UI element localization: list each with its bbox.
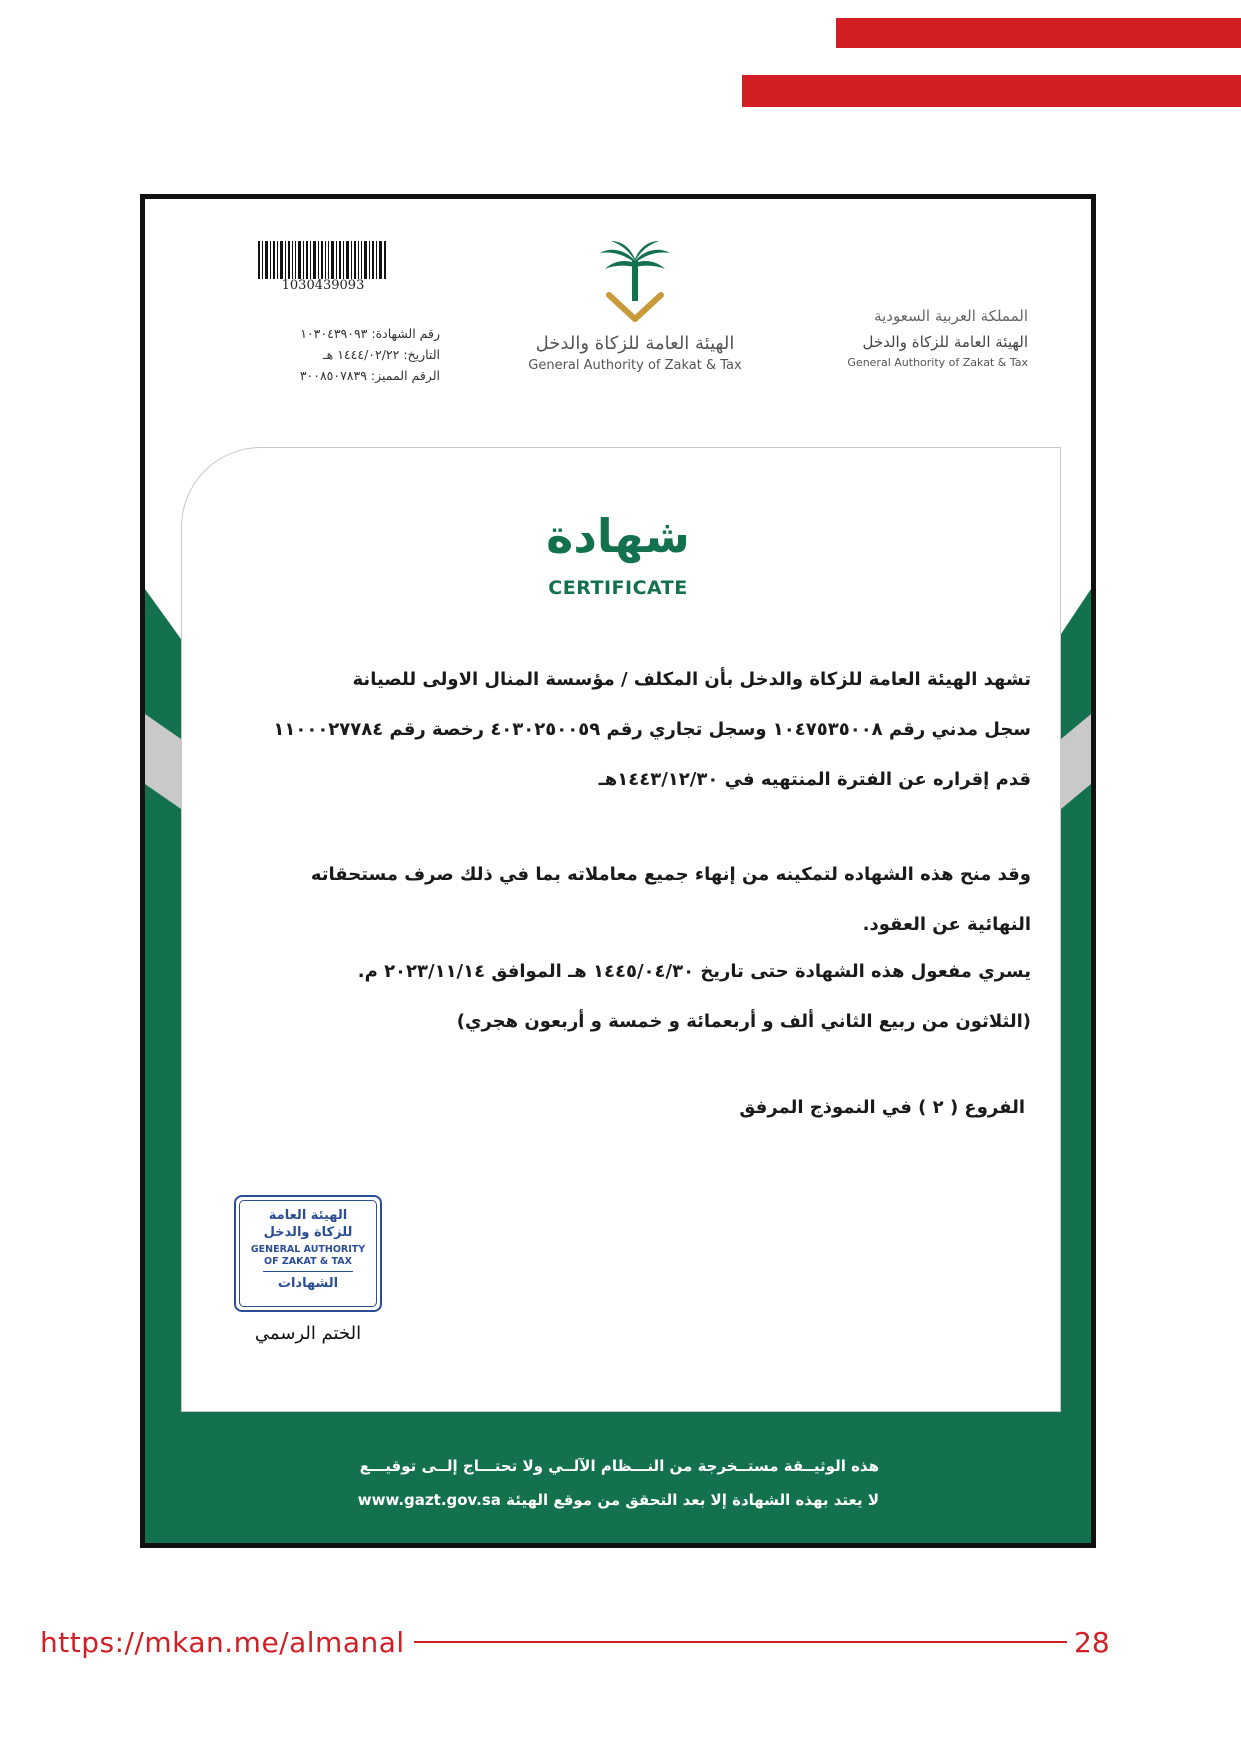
stamp-caption: الختم الرسمي [254,1323,362,1344]
official-stamp [234,1195,382,1312]
footer-divider [414,1641,1067,1643]
stamp-divider [263,1271,353,1272]
stamp-line: للزكاة والدخل [263,1225,353,1240]
logo-name-english: General Authority of Zakat & Tax [528,358,742,373]
stamp-line: GENERAL AUTHORITY [250,1244,366,1255]
authority-name-english: General Authority of Zakat & Tax [847,356,1028,369]
country-name: المملكة العربية السعودية [874,307,1028,325]
footer-note-system: هذه الوثيــقة مستــخرجة من النـــظام الآلــي ولا تحتـــاج إلــى توقيـــع [359,1457,879,1475]
page-number: 28 [1074,1626,1110,1659]
stamp-line: الشهادات [277,1276,339,1291]
body-line: النهائية عن العقود. [862,914,1031,935]
body-line: (الثلاثون من ربيع الثاني ألف و أربعمائة و خمسة و أربعون هجري) [456,1011,1031,1032]
body-line: سجل مدني رقم ١٠٤٧٥٣٥٠٠٨ وسجل تجاري رقم ٤٠٣٠٢٥٠٠٥٩ رخصة رقم ١١٠٠٠٢٧٧٨٤ [273,719,1031,740]
certificate-document [140,194,1096,1548]
distinct-number: الرقم المميز: ٣٠٠٨٥٠٧٨٣٩ [299,368,440,383]
footer-green-band [145,1407,1091,1548]
authority-name-arabic: الهيئة العامة للزكاة والدخل [862,333,1028,351]
body-line: قدم إقراره عن الفترة المنتهيه في ١٤٤٣/١٢/٣٠هـ [598,769,1031,790]
page-footer-link[interactable]: https://mkan.me/almanal [40,1626,405,1659]
stamp-line: OF ZAKAT & TAX [264,1256,352,1267]
decorative-red-bar-top [836,18,1241,48]
title-english: CERTIFICATE [548,577,688,599]
certificate-date: التاريخ: ١٤٤٤/٠٢/٢٢ هـ [322,347,440,362]
certificate-number: رقم الشهادة: ١٠٣٠٤٣٩٠٩٣ [300,326,440,341]
footer-note-verify: لا يعتد بهذه الشهادة إلا بعد التحقق من موقع الهيئة www.gazt.gov.sa [357,1491,879,1509]
body-line: وقد منح هذه الشهاده لتمكينه من إنهاء جميع معاملاته بما في ذلك صرف مستحقاته [310,864,1031,885]
barcode-number: 1030439093 [258,279,388,293]
decorative-red-bar-bottom [742,75,1241,107]
title-arabic: شهادة [546,509,690,563]
body-line: تشهد الهيئة العامة للزكاة والدخل بأن المكلف / مؤسسة المنال الاولى للصيانة [352,669,1031,690]
stamp-line: الهيئة العامة [268,1208,348,1223]
logo-name-arabic: الهيئة العامة للزكاة والدخل [535,333,735,354]
body-line: يسري مفعول هذه الشهادة حتى تاريخ ١٤٤٥/٠٤/٣٠ هـ الموافق ٢٠٢٣/١١/١٤ م. [357,961,1031,982]
branches-line: الفروع ( ٢ ) في النموذج المرفق [739,1097,1025,1118]
